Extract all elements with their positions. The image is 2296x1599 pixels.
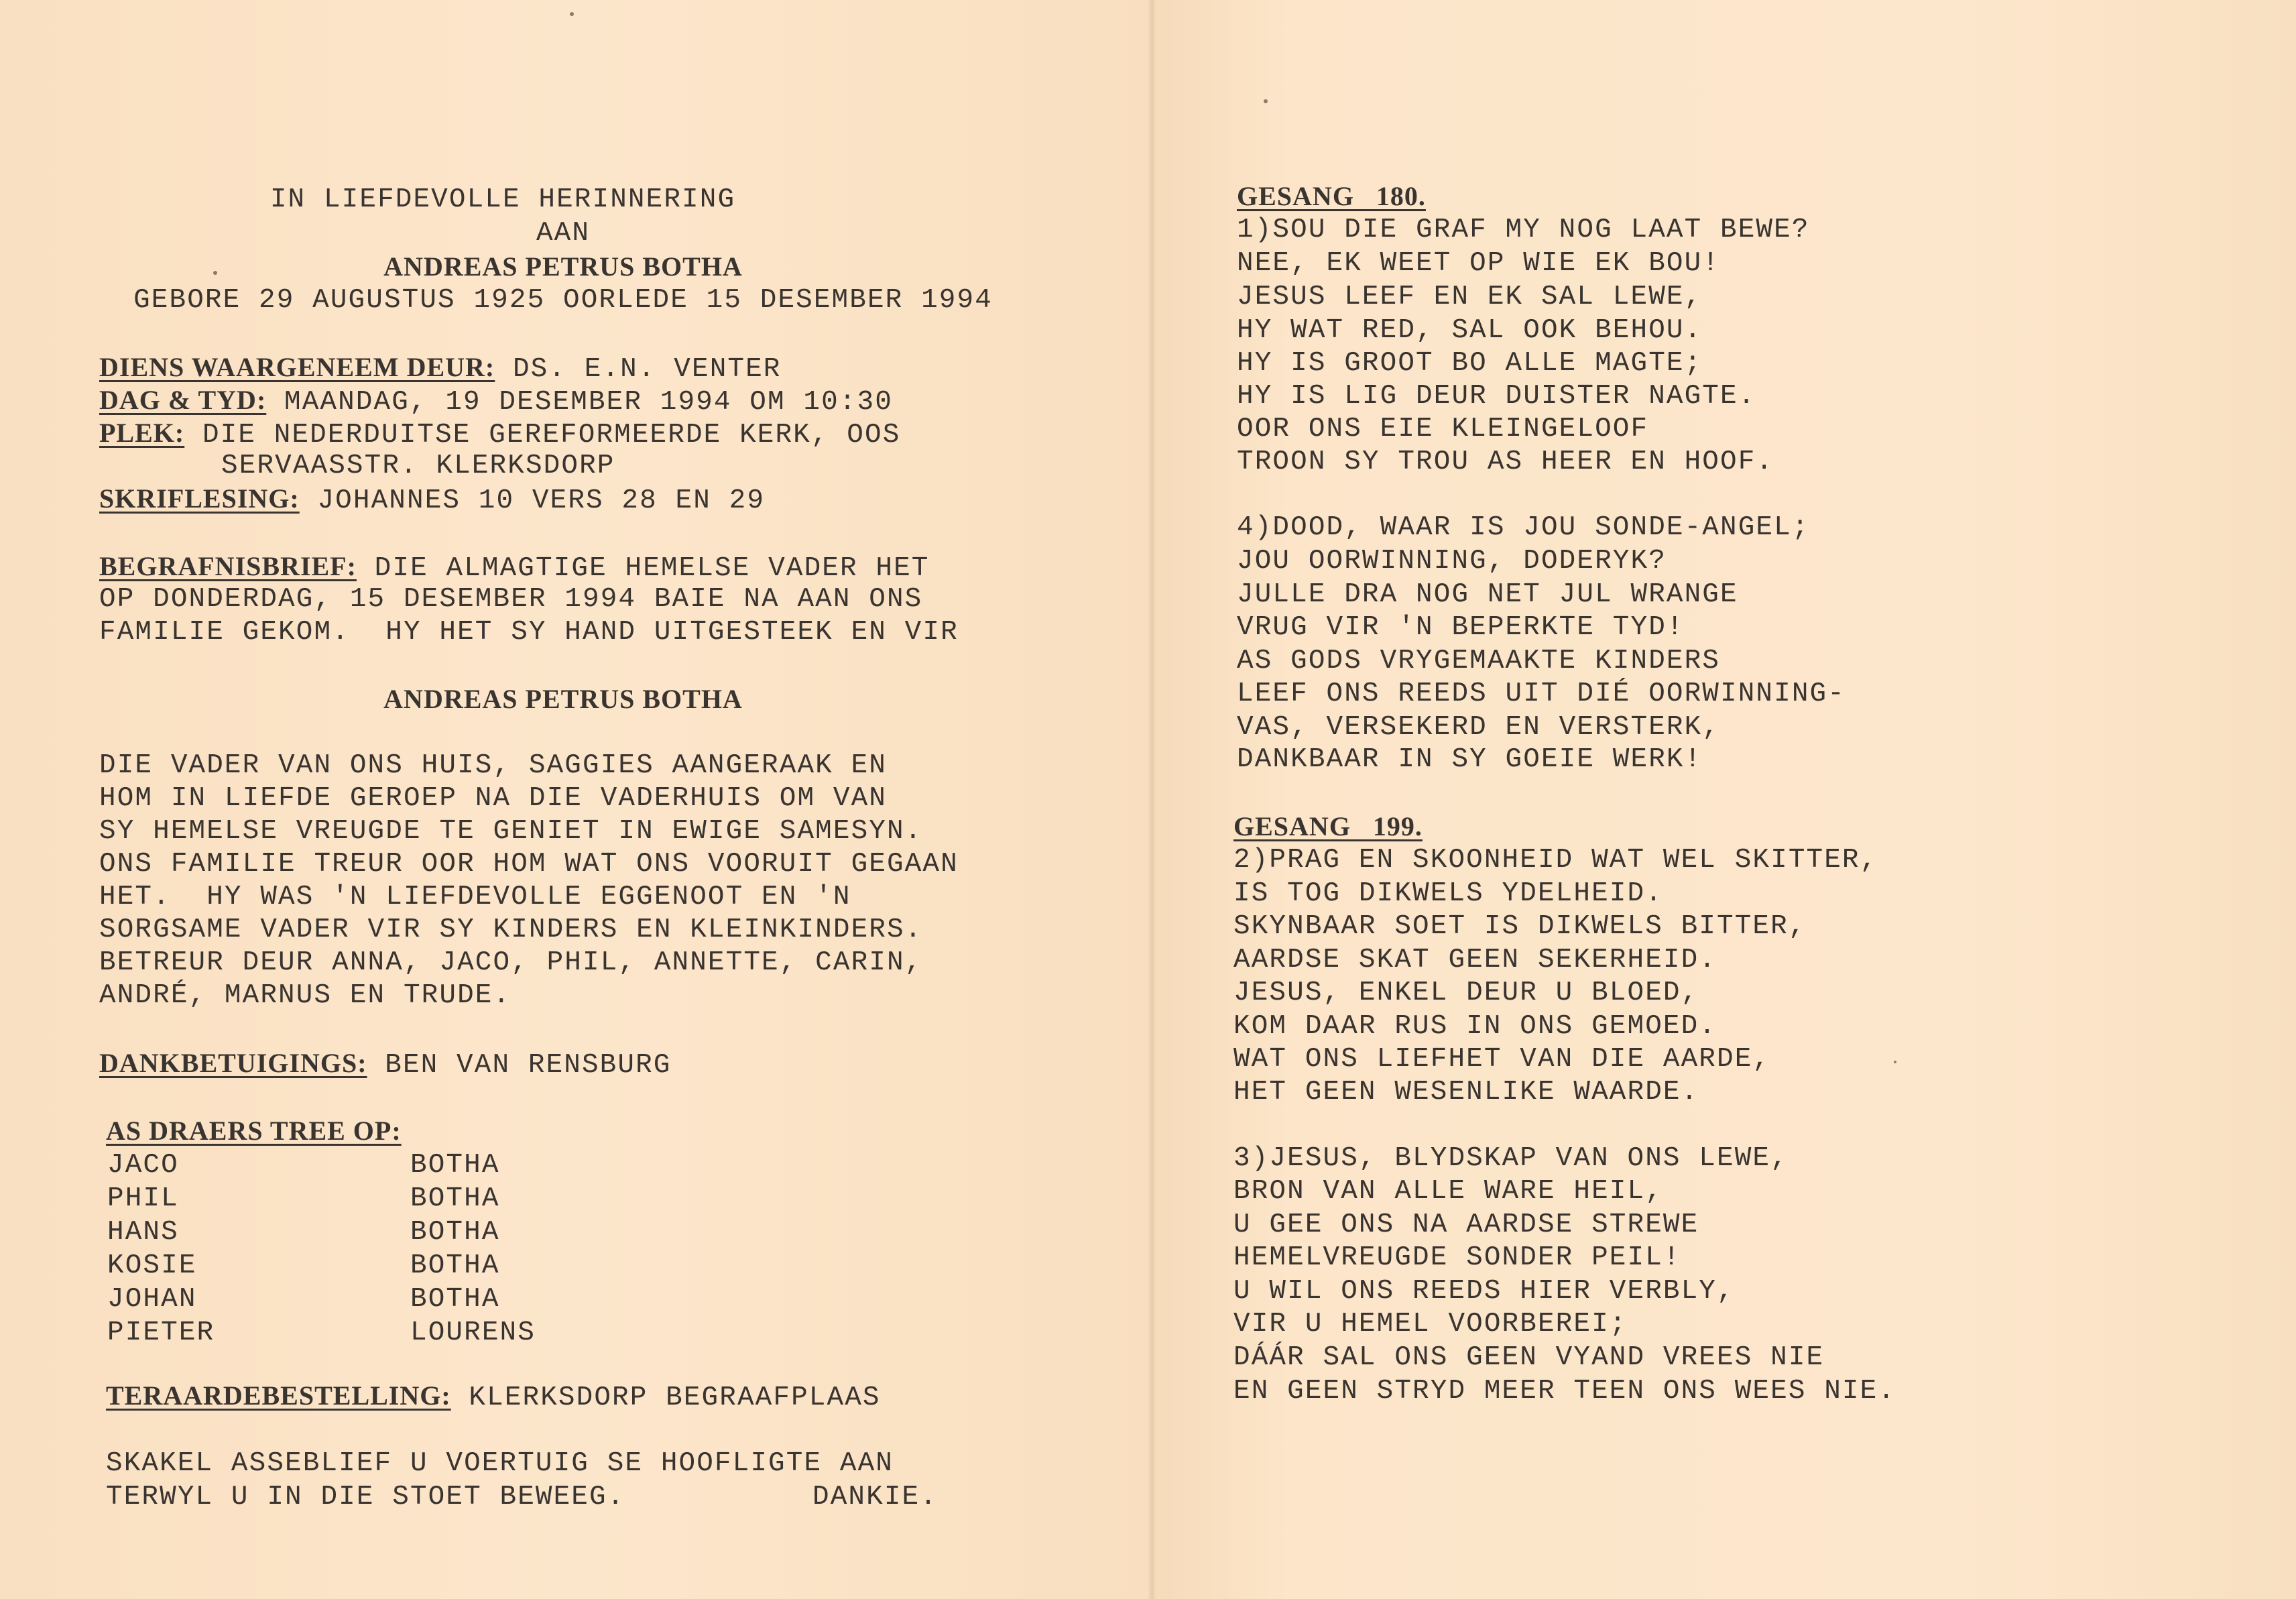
hymn-line: SKYNBAAR SOET IS DIKWELS BITTER, [1233, 911, 1807, 942]
place-value-2: SERVAASSTR. KLERKSDORP [221, 451, 615, 481]
officiant-value: DS. E.N. VENTER [512, 354, 782, 385]
hymn-line: VRUG VIR 'N BEPERKTE TYD! [1237, 612, 1685, 643]
bearer-last-name: BOTHA [410, 1284, 500, 1315]
heading-line-2: AAN [536, 218, 591, 249]
place-label: PLEK: [99, 418, 185, 448]
funeral-letter-line-1: DIE ALMAGTIGE HEMELSE VADER HET [374, 553, 930, 584]
tribute-line: BETREUR DEUR ANNA, JACO, PHIL, ANNETTE, CARIN, [99, 947, 923, 978]
paper-speck [1264, 99, 1268, 103]
heading-line-1: IN LIEFDEVOLLE HERINNERING [269, 184, 736, 215]
thanks-row [99, 1047, 672, 1082]
bearer-first-name: PHIL [107, 1183, 179, 1214]
bearer-first-name: JOHAN [107, 1284, 197, 1315]
hymn-line: HET GEEN WESENLIKE WAARDE. [1233, 1077, 1699, 1108]
tribute-line: SY HEMELSE VREUGDE TE GENIET IN EWIGE SAMESYN. [99, 816, 923, 847]
hymn-line: NEE, EK WEET OP WIE EK BOU! [1237, 248, 1721, 279]
hymn-line: BRON VAN ALLE WARE HEIL, [1233, 1176, 1663, 1207]
paper-speck [1894, 1061, 1896, 1063]
officiant-row [99, 351, 782, 386]
tribute-line: SORGSAME VADER VIR SY KINDERS EN KLEINKINDERS. [99, 914, 923, 945]
reading-label: SKRIFLESING: [99, 483, 300, 514]
deceased-name: ANDREAS PETRUS BOTHA [383, 251, 743, 282]
daytime-row [99, 383, 893, 419]
bearer-last-name: BOTHA [410, 1217, 500, 1248]
tribute-line: DIE VADER VAN ONS HUIS, SAGGIES AANGERAAK EN [99, 750, 887, 781]
hymn-line: LEEF ONS REEDS UIT DIÉ OORWINNING- [1237, 678, 1846, 709]
bearer-first-name: PIETER [107, 1317, 215, 1348]
funeral-letter-line-2: OP DONDERDAG, 15 DESEMBER 1994 BAIE NA AAN ONS [99, 584, 923, 615]
closing-thanks: DANKIE. [812, 1482, 938, 1513]
reading-value: JOHANNES 10 VERS 28 EN 29 [317, 485, 766, 516]
bearer-first-name: JACO [107, 1150, 179, 1181]
bearer-last-name: BOTHA [410, 1183, 500, 1214]
hymn-line: 2)PRAG EN SKOONHEID WAT WEL SKITTER, [1233, 845, 1878, 876]
tribute-line: HOM IN LIEFDE GEROEP NA DIE VADERHUIS OM VAN [99, 783, 887, 814]
hymn-line: DANKBAAR IN SY GOEIE WERK! [1237, 744, 1703, 775]
hymn-line: JESUS, ENKEL DEUR U BLOED, [1233, 978, 1699, 1008]
hymn-180-title: GESANG 180. [1237, 181, 1426, 211]
thanks-label: DANKBETUIGINGS: [99, 1048, 367, 1078]
hymn-line: DÁÁR SAL ONS GEEN VYAND VREES NIE [1233, 1342, 1825, 1373]
officiant-label: DIENS WAARGENEEM DEUR: [99, 352, 495, 382]
burial-label: TERAARDEBESTELLING: [106, 1380, 451, 1411]
funeral-letter-line-3: FAMILIE GEKOM. HY HET SY HAND UITGESTEEK EN VIR [99, 617, 959, 648]
hymn-line: HY IS LIG DEUR DUISTER NAGTE. [1237, 381, 1756, 412]
paper-speck [570, 12, 574, 16]
hymn-line: 3)JESUS, BLYDSKAP VAN ONS LEWE, [1233, 1143, 1789, 1174]
hymn-line: OOR ONS EIE KLEINGELOOF [1237, 414, 1649, 445]
hymn-line: IS TOG DIKWELS YDELHEID. [1233, 878, 1663, 909]
burial-row [106, 1379, 881, 1415]
bearer-last-name: BOTHA [410, 1250, 500, 1281]
hymn-line: KOM DAAR RUS IN ONS GEMOED. [1233, 1011, 1717, 1042]
hymn-line: U WIL ONS REEDS HIER VERBLY, [1233, 1276, 1735, 1307]
funeral-letter-label: BEGRAFNISBRIEF: [99, 551, 357, 581]
hymn-line: U GEE ONS NA AARDSE STREWE [1233, 1209, 1699, 1240]
closing-line-2: TERWYL U IN DIE STOET BEWEEG. [106, 1482, 625, 1513]
birth-death-dates: GEBORE 29 AUGUSTUS 1925 OORLEDE 15 DESEMBER 1994 [133, 285, 993, 316]
hymn-line: JULLE DRA NOG NET JUL WRANGE [1237, 579, 1738, 610]
hymn-line: EN GEEN STRYD MEER TEEN ONS WEES NIE. [1233, 1376, 1896, 1407]
hymn-line: JESUS LEEF EN EK SAL LEWE, [1237, 282, 1703, 312]
hymn-line: AARDSE SKAT GEEN SEKERHEID. [1233, 945, 1717, 975]
hymn-line: JOU OORWINNING, DODERYK? [1237, 546, 1667, 577]
reading-row [99, 482, 765, 518]
paper-speck [213, 271, 217, 275]
hymn-line: VIR U HEMEL VOORBEREI; [1233, 1309, 1628, 1340]
hymn-line: HY WAT RED, SAL OOK BEHOU. [1237, 315, 1703, 346]
place-value: DIE NEDERDUITSE GEREFORMEERDE KERK, OOS [202, 420, 901, 451]
closing-line-1: SKAKEL ASSEBLIEF U VOERTUIG SE HOOFLIGTE AAN [106, 1448, 894, 1479]
bearer-first-name: KOSIE [107, 1250, 197, 1281]
bearer-last-name: LOURENS [410, 1317, 536, 1348]
hymn-199-title: GESANG 199. [1233, 811, 1423, 841]
funeral-letter-row [99, 550, 930, 585]
hymn-line: 1)SOU DIE GRAF MY NOG LAAT BEWE? [1237, 215, 1810, 245]
daytime-value: MAANDAG, 19 DESEMBER 1994 OM 10:30 [284, 387, 893, 418]
hymn-line: HY IS GROOT BO ALLE MAGTE; [1237, 348, 1703, 379]
bearers-label: AS DRAERS TREE OP: [106, 1116, 402, 1146]
hymn-line: 4)DOOD, WAAR IS JOU SONDE-ANGEL; [1237, 512, 1810, 543]
hymn-line: WAT ONS LIEFHET VAN DIE AARDE, [1233, 1044, 1771, 1075]
page-fold [1148, 0, 1156, 1599]
hymn-line: HEMELVREUGDE SONDER PEIL! [1233, 1242, 1681, 1273]
tribute-line: ANDRÉ, MARNUS EN TRUDE. [99, 980, 511, 1011]
funeral-letter-name: ANDREAS PETRUS BOTHA [383, 684, 743, 714]
bearer-first-name: HANS [107, 1217, 179, 1248]
burial-value: KLERKSDORP BEGRAAFPLAAS [469, 1382, 881, 1413]
bearer-last-name: BOTHA [410, 1150, 500, 1181]
daytime-label: DAG & TYD: [99, 385, 267, 415]
hymn-line: AS GODS VRYGEMAAKTE KINDERS [1237, 646, 1721, 676]
hymn-line: VAS, VERSEKERD EN VERSTERK, [1237, 712, 1721, 743]
place-row [99, 416, 900, 452]
thanks-value: BEN VAN RENSBURG [385, 1050, 672, 1081]
tribute-line: ONS FAMILIE TREUR OOR HOM WAT ONS VOORUIT GEGAAN [99, 849, 959, 880]
tribute-line: HET. HY WAS 'N LIEFDEVOLLE EGGENOOT EN 'N [99, 882, 851, 912]
hymn-line: TROON SY TROU AS HEER EN HOOF. [1237, 447, 1774, 477]
